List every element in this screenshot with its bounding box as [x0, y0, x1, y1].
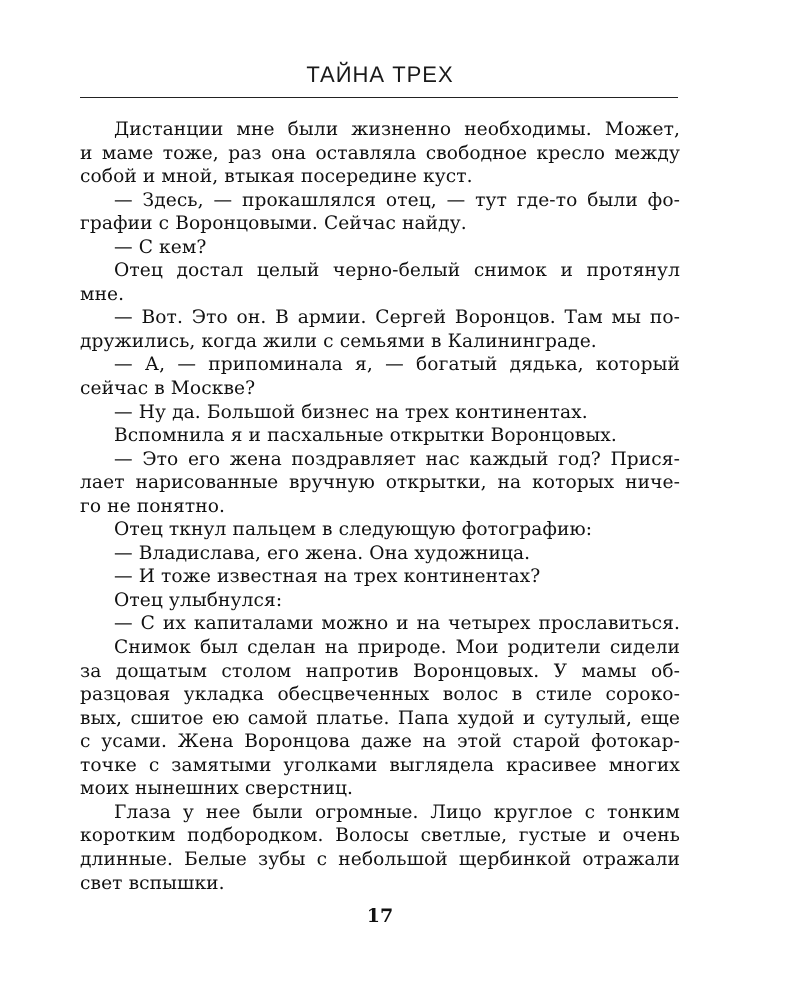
text-line: — С их капиталами можно и на четырех прославиться.	[114, 613, 680, 635]
text-line: Глаза у нее были огромные. Лицо круглое с тонким	[114, 801, 680, 823]
text-line: — Это его жена поздравляет нас каждый год? Прися-	[114, 448, 680, 470]
text-line: мне.	[80, 283, 125, 305]
text-line: точке с замятыми уголками выглядела красивее многих	[80, 754, 680, 776]
text-line: коротким подбородком. Волосы светлые, густые и очень	[80, 825, 680, 847]
text-line: графии с Воронцовыми. Сейчас найду.	[80, 213, 467, 235]
text-line: длинные. Белые зубы с небольшой щербинкой отражали	[80, 848, 680, 870]
text-line: сейчас в Москве?	[80, 378, 256, 400]
text-line: с усами. Жена Воронцова даже на этой старой фотокар-	[80, 731, 680, 753]
text-line: Отец улыбнулся:	[114, 589, 283, 611]
header-rule	[80, 97, 678, 98]
text-line: Вспомнила я и пасхальные открытки Воронцовых.	[114, 425, 617, 447]
page-number: 17	[366, 905, 394, 927]
text-line: собой и мной, втыкая посередине куст.	[80, 166, 473, 188]
text-line: — И тоже известная на трех континентах?	[114, 566, 541, 588]
text-line: — Ну да. Большой бизнес на трех континентах.	[114, 401, 588, 423]
text-line: вых, сшитое ею самой платье. Папа худой и сутулый, еще	[80, 707, 680, 729]
text-line: — А, — припоминала я, — богатый дядька, который	[114, 354, 680, 376]
text-line: лает нарисованные вручную открытки, на которых ниче-	[80, 472, 680, 494]
text-line: Снимок был сделан на природе. Мои родители сидели	[114, 637, 680, 659]
running-head-title: ТАЙНА ТРЕХ	[306, 62, 454, 87]
text-line: моих нынешних сверстниц.	[80, 778, 354, 800]
text-line: Отец достал целый черно-белый снимок и протянул	[114, 260, 680, 282]
text-line: разцовая укладка обесцвеченных волос в стиле сороко-	[80, 684, 680, 706]
text-line: — Здесь, — прокашлялся отец, — тут где-то были фо-	[114, 189, 680, 211]
text-line: го не понятно.	[80, 495, 226, 517]
text-line: — С кем?	[114, 236, 207, 258]
text-line: Отец ткнул пальцем в следующую фотографию:	[114, 519, 593, 541]
text-line: за дощатым столом напротив Воронцовых. У мамы об-	[80, 660, 680, 682]
text-line: Дистанции мне были жизненно необходимы. Может,	[114, 119, 680, 140]
text-line: и маме тоже, раз она оставляла свободное кресло между	[80, 142, 680, 164]
text-line: — Вот. Это он. В армии. Сергей Воронцов. Там мы по-	[114, 307, 680, 329]
book-page-text	[80, 118, 680, 895]
text-line: — Владислава, его жена. Она художница.	[114, 542, 531, 564]
text-line: свет вспышки.	[80, 872, 225, 894]
text-line: дружились, когда жили с семьями в Калининграде.	[80, 330, 597, 352]
